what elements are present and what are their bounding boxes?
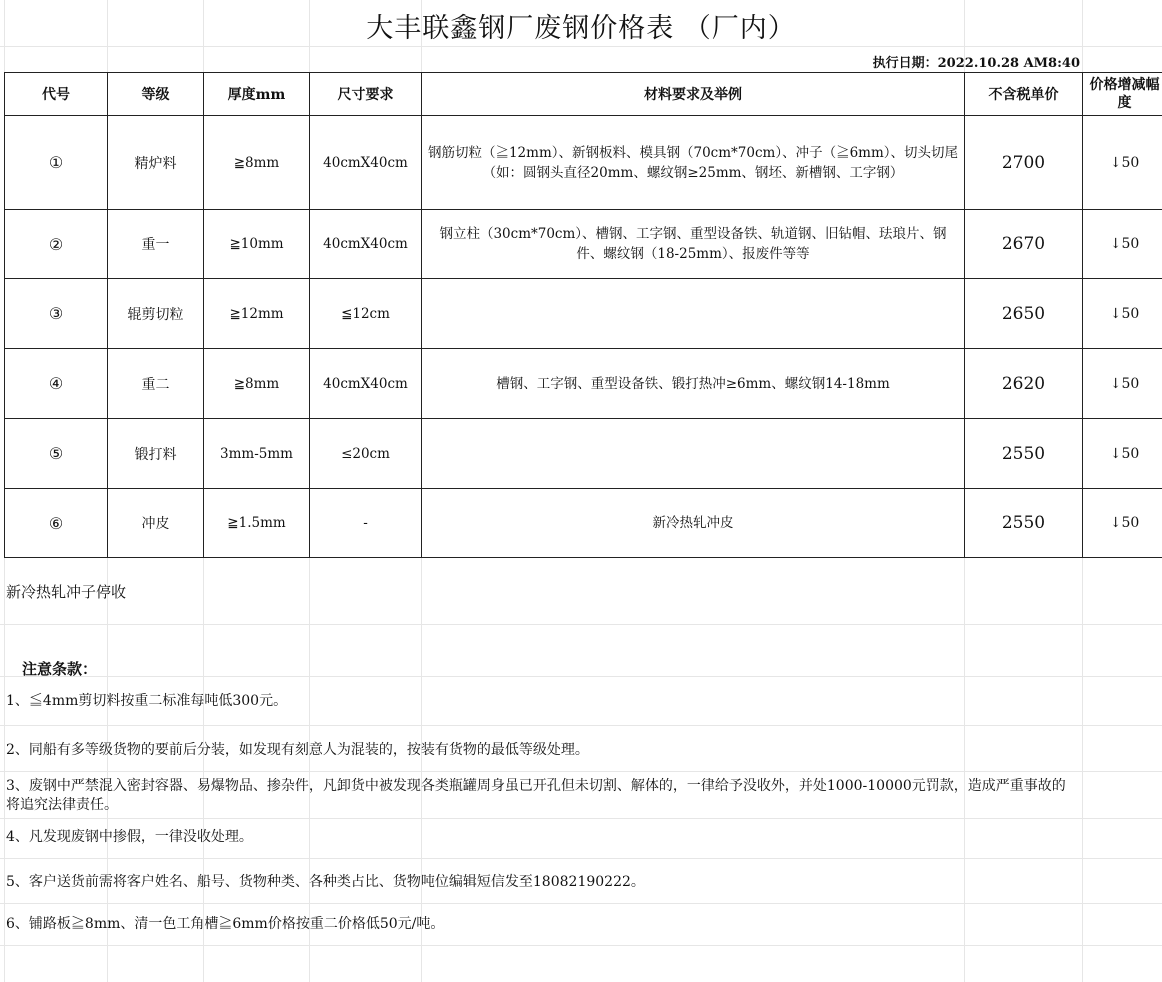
cell-price: 2620 <box>965 349 1083 419</box>
cell-grade: 重二 <box>108 349 204 419</box>
cell-code: ① <box>5 116 108 210</box>
table-row <box>5 349 1162 419</box>
cell-code: ⑤ <box>5 419 108 489</box>
cell-change: ↓50 <box>1083 210 1162 279</box>
page-title: 大丰联鑫钢厂废钢价格表 （厂内） <box>366 13 796 44</box>
note-item: 1、≦4mm剪切料按重二标准每吨低300元。 <box>6 693 288 709</box>
header-change: 价格增减幅度 <box>1083 73 1162 116</box>
stop-notice: 新冷热轧冲子停收 <box>6 583 127 601</box>
cell-requirement <box>422 419 965 489</box>
cell-size: 40cmX40cm <box>310 349 422 419</box>
cell-change: ↓50 <box>1083 116 1162 210</box>
header-thickness: 厚度mm <box>204 73 310 116</box>
cell-code: ③ <box>5 279 108 349</box>
gridline <box>0 771 1162 772</box>
cell-size: ≦12cm <box>310 279 422 349</box>
price-table <box>4 72 1162 558</box>
header-code: 代号 <box>5 73 108 116</box>
gridline <box>0 818 1162 819</box>
table-row <box>5 419 1162 489</box>
cell-grade: 锻打料 <box>108 419 204 489</box>
cell-size: ≤20cm <box>310 419 422 489</box>
cell-requirement: 钢筋切粒（≧12mm）、新钢板料、模具钢（70cm*70cm）、冲子（≧6mm）、切头切尾（如：圆钢头直径20mm、螺纹钢≥25mm、钢坯、新槽钢、工字钢） <box>422 116 965 210</box>
cell-code: ② <box>5 210 108 279</box>
cell-change: ↓50 <box>1083 349 1162 419</box>
table-row <box>5 489 1162 558</box>
cell-price: 2670 <box>965 210 1083 279</box>
cell-change: ↓50 <box>1083 279 1162 349</box>
gridline <box>0 945 1162 946</box>
cell-size: 40cmX40cm <box>310 210 422 279</box>
note-item: 5、客户送货前需将客户姓名、船号、货物种类、各种类占比、货物吨位编辑短信发至18082190222。 <box>6 874 645 890</box>
table-row <box>5 279 1162 349</box>
note-item: 3、废钢中严禁混入密封容器、易爆物品、掺杂件，凡卸货中被发现各类瓶罐周身虽已开孔但未切割、解体的，一律给予没收外，并处1000-10000元罚款，造成严重事故的将追究法律责任。 <box>6 778 1066 813</box>
gridline <box>0 903 1162 904</box>
cell-grade: 重一 <box>108 210 204 279</box>
cell-price: 2550 <box>965 419 1083 489</box>
cell-requirement <box>422 279 965 349</box>
table-header-row <box>5 73 1162 116</box>
cell-thickness: ≧12mm <box>204 279 310 349</box>
cell-requirement: 槽钢、工字钢、重型设备铁、锻打热冲≥6mm、螺纹钢14-18mm <box>422 349 965 419</box>
gridline <box>0 858 1162 859</box>
cell-code: ⑥ <box>5 489 108 558</box>
gridline <box>0 624 1162 625</box>
cell-grade: 精炉料 <box>108 116 204 210</box>
gridline <box>0 46 1162 47</box>
cell-change: ↓50 <box>1083 419 1162 489</box>
note-item: 2、同船有多等级货物的要前后分装，如发现有刻意人为混装的，按装有货物的最低等级处理。 <box>6 742 589 758</box>
header-requirement: 材料要求及举例 <box>422 73 965 116</box>
table-row <box>5 210 1162 279</box>
header-size: 尺寸要求 <box>310 73 422 116</box>
cell-grade: 辊剪切粒 <box>108 279 204 349</box>
note-item: 6、铺路板≧8mm、清一色工角槽≧6mm价格按重二价格低50元/吨。 <box>6 916 445 932</box>
cell-thickness: ≧8mm <box>204 116 310 210</box>
cell-code: ④ <box>5 349 108 419</box>
cell-requirement: 新冷热轧冲皮 <box>422 489 965 558</box>
cell-requirement: 钢立柱（30cm*70cm）、槽钢、工字钢、重型设备铁、轨道钢、旧钻帽、珐琅片、钢件、螺纹钢（18-25mm）、报废件等等 <box>422 210 965 279</box>
table-row <box>5 116 1162 210</box>
gridline <box>0 676 1162 677</box>
header-grade: 等级 <box>108 73 204 116</box>
header-price: 不含税单价 <box>965 73 1083 116</box>
gridline <box>0 725 1162 726</box>
cell-thickness: ≧1.5mm <box>204 489 310 558</box>
notes-title: 注意条款： <box>22 660 98 678</box>
note-item: 4、凡发现废钢中掺假，一律没收处理。 <box>6 829 253 845</box>
cell-price: 2650 <box>965 279 1083 349</box>
execution-date: 执行日期：2022.10.28 AM8:40 <box>872 56 1080 71</box>
cell-thickness: 3mm-5mm <box>204 419 310 489</box>
cell-thickness: ≧10mm <box>204 210 310 279</box>
cell-size: 40cmX40cm <box>310 116 422 210</box>
cell-thickness: ≧8mm <box>204 349 310 419</box>
cell-grade: 冲皮 <box>108 489 204 558</box>
cell-price: 2700 <box>965 116 1083 210</box>
cell-price: 2550 <box>965 489 1083 558</box>
cell-size: - <box>310 489 422 558</box>
cell-change: ↓50 <box>1083 489 1162 558</box>
